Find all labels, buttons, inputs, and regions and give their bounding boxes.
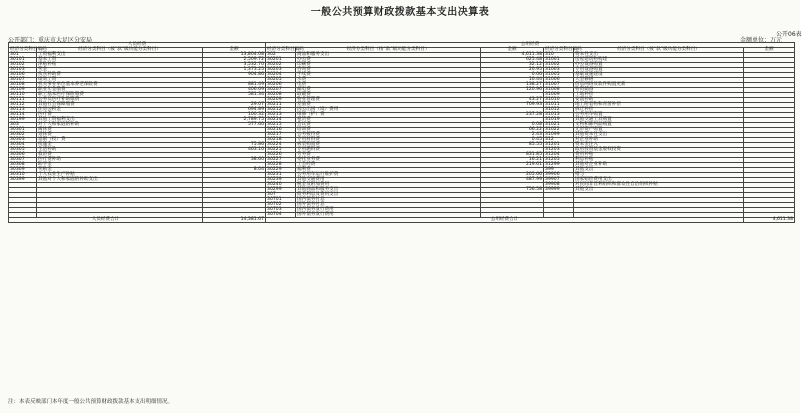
personnel-code-cell: 30114 (9, 113, 37, 118)
public-code-cell: 30203 (266, 68, 296, 73)
total-row (9, 218, 795, 223)
public-name-cell: 福利费 (296, 168, 481, 173)
public-amount-cell: 4,611.38 (481, 53, 544, 58)
capital-name-cell: 拆迁补偿 (574, 108, 744, 113)
public-name-cell: 邮电费 (296, 88, 481, 93)
public-name-cell: 被装购置费 (296, 143, 481, 148)
capital-name-cell: 安置补助 (574, 98, 744, 103)
public-amount-cell: 487.99 (481, 178, 544, 183)
capital-code-cell: 31022 (544, 128, 574, 133)
public-name-cell: 物业管理费 (296, 98, 481, 103)
public-code-cell: 30208 (266, 93, 296, 98)
public-code-cell: 30205 (266, 78, 296, 83)
personnel-amount-cell: 406.69 (203, 88, 266, 93)
public-code-cell: 30228 (266, 163, 296, 168)
public-amount-cell: 20.95 (481, 68, 544, 73)
public-code-cell: 30214 (266, 118, 296, 123)
public-amount-cell: 16.21 (481, 158, 544, 163)
personnel-name-cell: 助学金 (37, 163, 203, 168)
public-name-cell: 税金及附加费用 (296, 183, 481, 188)
capital-name-cell: 对企业补助 (574, 138, 744, 143)
public-code-cell: 30226 (266, 153, 296, 158)
personnel-name-cell: 公务员医疗补助缴费 (37, 98, 203, 103)
capital-name-cell: 利息补贴 (574, 158, 744, 163)
personnel-code-cell: 30307 (9, 158, 37, 163)
personnel-amount-cell: 904.86 (203, 73, 266, 78)
personnel-name-cell: 生活补助 (37, 148, 203, 153)
public-name-cell: 商品和服务支出 (296, 53, 481, 58)
capital-name-cell: 基础设施建设 (574, 73, 744, 78)
public-code-cell: 30227 (266, 158, 296, 163)
capital-code-cell: 39908 (544, 183, 574, 188)
personnel-name-cell: 机关事业单位基本养老保险费 (37, 83, 203, 88)
capital-code-cell: 31010 (544, 98, 574, 103)
public-amount-cell: 120.96 (481, 88, 544, 93)
personnel-code-cell: 30113 (9, 108, 37, 113)
public-name-cell: 公务接待费 (296, 133, 481, 138)
personnel-code-cell: 30308 (9, 163, 37, 168)
personnel-name-cell: 奖励金 (37, 168, 203, 173)
personnel-code-cell: 30303 (9, 138, 37, 143)
public-code-cell: 30217 (266, 133, 296, 138)
form-code: 公开06表 (776, 31, 802, 38)
public-name-cell: 印刷费 (296, 63, 481, 68)
public-amount-cell: 205.66 (481, 173, 544, 178)
capital-name-cell: 其他交通工具购置 (574, 118, 744, 123)
personnel-code-cell: 30107 (9, 78, 37, 83)
capital-code-cell: 39999 (544, 188, 574, 193)
public-amount-cell: 66.22 (481, 128, 544, 133)
col-amount-header: 金额 (203, 48, 266, 53)
personnel-code-cell: 30112 (9, 103, 37, 108)
personnel-code-cell: 30199 (9, 118, 37, 123)
capital-code-cell: 310 (544, 53, 574, 58)
personnel-code-cell: 301 (9, 53, 37, 58)
personnel-amount-cell: 1,373.25 (203, 68, 266, 73)
personnel-code-cell: 30106 (9, 73, 37, 78)
capital-code-cell: 31011 (544, 103, 574, 108)
public-code-cell: 30213 (266, 113, 296, 118)
capital-code-cell: 31201 (544, 143, 574, 148)
public-name-cell: 劳务费 (296, 153, 481, 158)
personnel-name-cell: 基本工资 (37, 58, 203, 63)
public-code-cell: 307 (266, 193, 296, 198)
capital-name-cell: 公务用车购置 (574, 113, 744, 118)
capital-name-cell: 专用设备购置 (574, 68, 744, 73)
personnel-name-cell: 医疗费补助 (37, 158, 203, 163)
capital-name-cell: 其他支出 (574, 168, 744, 173)
public-amount-cell: 831.85 (481, 153, 544, 158)
capital-name-cell: 大型修缮 (574, 78, 744, 83)
capital-name-cell: 信息网络及软件购置更新 (574, 83, 744, 88)
public-code-cell: 30202 (266, 63, 296, 68)
personnel-code-cell: 30309 (9, 168, 37, 173)
public-code-cell: 30231 (266, 173, 296, 178)
public-code-cell: 30225 (266, 148, 296, 153)
capital-code-cell: 31012 (544, 108, 574, 113)
unit-label: 金额单位：万元 (740, 37, 783, 44)
public-amount-cell: 0.06 (481, 73, 544, 78)
col-amount-header: 金额 (744, 48, 795, 53)
capital-code-cell: 31019 (544, 118, 574, 123)
public-amount-cell: 2.43 (481, 133, 544, 138)
public-name-cell: 委托业务费 (296, 158, 481, 163)
public-name-cell: 手续费 (296, 73, 481, 78)
public-code-cell: 30212 (266, 108, 296, 113)
personnel-name-cell: 救济费 (37, 153, 203, 158)
personnel-name-cell: 伙食补助费 (37, 73, 203, 78)
public-amount-cell: 85.55 (481, 143, 544, 148)
personnel-code-cell: 30102 (9, 63, 37, 68)
public-name-cell: 其他交通费用 (296, 178, 481, 183)
expenditure-table (8, 42, 795, 223)
capital-name-cell: 其他对企业补助 (574, 163, 744, 168)
personnel-amount-cell: 581.34 (203, 93, 266, 98)
personnel-amount-cell: 2,509.72 (203, 58, 266, 63)
personnel-name-cell: 工资福利支出 (37, 53, 203, 58)
personnel-amount-cell: 577.60 (203, 123, 266, 128)
col-code-header: 经济分类科目编码 (545, 47, 582, 52)
capital-name-cell: 资本性支出 (574, 53, 744, 58)
personnel-code-cell: 30111 (9, 98, 37, 103)
capital-code-cell: 31006 (544, 78, 574, 83)
capital-code-cell: 31005 (544, 73, 574, 78)
personnel-code-cell: 30305 (9, 148, 37, 153)
personnel-amount-cell: 3,532.70 (203, 63, 266, 68)
personnel-code-cell: 30109 (9, 88, 37, 93)
department-label: 公开部门：重庆市大足区分安局 (8, 37, 93, 44)
capital-name-cell: 土地补偿 (574, 93, 744, 98)
capital-name-cell: 赠与 (574, 173, 744, 178)
capital-code-cell: 31001 (544, 58, 574, 63)
public-amount-cell: 0.45 (481, 138, 544, 143)
public-name-cell: 会议费 (296, 123, 481, 128)
personnel-amount-cell: 75.86 (203, 143, 266, 148)
personnel-name-cell: 其他社会保障缴费 (37, 103, 203, 108)
footnote: 注：本表反映部门本年度一般公共预算财政拨款基本支出明细情况。 (8, 399, 174, 405)
public-code-cell: 30206 (266, 83, 296, 88)
public-name-cell: 办公费 (296, 58, 481, 63)
public-amount-cell: 10.44 (481, 78, 544, 83)
personnel-name-cell: 其他工资福利支出 (37, 118, 203, 123)
group-public: 公用经费 (266, 43, 795, 48)
personnel-name-cell: 个人农业生产补贴 (37, 173, 203, 178)
personnel-name-cell: 职业年金缴费 (37, 88, 203, 93)
public-name-cell: 国外债务发行费用 (296, 213, 481, 218)
public-amount-cell: 138.27 (481, 83, 544, 88)
public-code-cell: 30702 (266, 203, 296, 208)
public-code-cell: 30215 (266, 123, 296, 128)
personnel-amount-cell: 100.32 (203, 113, 266, 118)
capital-name-cell: 无形资产购置 (574, 128, 744, 133)
capital-code-cell: 31203 (544, 148, 574, 153)
personnel-code-cell: 30101 (9, 58, 37, 63)
public-code-cell: 30299 (266, 188, 296, 193)
personnel-name-cell: 医疗费 (37, 113, 203, 118)
personnel-code-cell: 30310 (9, 173, 37, 178)
personnel-name-cell: 退职（役）费 (37, 138, 203, 143)
col-code-header: 经济分类科目编码 (10, 47, 47, 52)
col-name-header: 经济分类科目（按“款”级功能分类科目） (296, 48, 481, 53)
public-name-cell: 公务用车运行维护费 (296, 173, 481, 178)
capital-code-cell: 31003 (544, 68, 574, 73)
public-name-cell: 专用材料费 (296, 138, 481, 143)
personnel-code-cell: 30110 (9, 93, 37, 98)
public-code-cell: 30209 (266, 98, 296, 103)
personnel-name-cell: 职工基本医疗保险缴费 (37, 93, 203, 98)
capital-name-cell: 办公设备购置 (574, 63, 744, 68)
personnel-name-cell: 离休费 (37, 128, 203, 133)
capital-name-cell: 房屋建筑物购建 (574, 58, 744, 63)
col-name-header: 经济分类科目（按“款”级功能分类科目） (574, 48, 744, 53)
capital-code-cell: 39907 (544, 178, 574, 183)
personnel-amount-cell: 463.10 (203, 148, 266, 153)
public-name-cell: 差旅费 (296, 103, 481, 108)
total-public-value: 4,611.38 (744, 218, 795, 223)
capital-name-cell: 政府投资基金股权投资 (574, 148, 744, 153)
personnel-amount-cell: 38.60 (203, 158, 266, 163)
personnel-amount-cell: 2,789.75 (203, 118, 266, 123)
capital-code-cell: 39906 (544, 173, 574, 178)
personnel-code-cell: 30304 (9, 143, 37, 148)
personnel-amount-cell: 29.07 (203, 103, 266, 108)
capital-code-cell: 31021 (544, 123, 574, 128)
public-name-cell: 水费 (296, 78, 481, 83)
public-name-cell: 国内债务发行费用 (296, 208, 481, 213)
personnel-code-cell: 30103 (9, 68, 37, 73)
capital-name-cell: 费用补贴 (574, 153, 744, 158)
personnel-amount-cell: 13,804.08 (203, 53, 266, 58)
personnel-name-cell: 退休费 (37, 133, 203, 138)
personnel-name-cell: 住房公积金 (37, 108, 203, 113)
public-amount-cell: 43.27 (481, 98, 544, 103)
public-code-cell: 30216 (266, 128, 296, 133)
public-name-cell: 其他商品和服务支出 (296, 188, 481, 193)
capital-code-cell: 31099 (544, 133, 574, 138)
personnel-code-cell: 30306 (9, 153, 37, 158)
capital-name-cell: 资本金注入 (574, 143, 744, 148)
public-name-cell: 咨询费 (296, 68, 481, 73)
capital-name-cell: 物资储备 (574, 88, 744, 93)
personnel-code-cell: 30108 (9, 83, 37, 88)
personnel-code-cell: 303 (9, 123, 37, 128)
col-amount-header: 金额 (481, 48, 544, 53)
public-name-cell: 国内债务付息 (296, 198, 481, 203)
personnel-name-cell: 奖金 (37, 68, 203, 73)
personnel-code-cell: 30399 (9, 178, 37, 183)
public-code-cell: 30204 (266, 73, 296, 78)
capital-code-cell: 31013 (544, 113, 574, 118)
public-code-cell: 30239 (266, 178, 296, 183)
group-personnel: 人员经费 (9, 43, 266, 48)
capital-name-cell: 文物和陈列品购置 (574, 123, 744, 128)
personnel-name-cell: 绩效工资 (37, 78, 203, 83)
public-code-cell: 30207 (266, 88, 296, 93)
capital-code-cell: 31009 (544, 93, 574, 98)
public-code-cell: 30704 (266, 213, 296, 218)
public-name-cell: 工会经费 (296, 163, 481, 168)
column-header-row (9, 48, 795, 53)
public-code-cell: 30229 (266, 168, 296, 173)
public-name-cell: 取暖费 (296, 93, 481, 98)
public-code-cell: 30703 (266, 208, 296, 213)
personnel-code-cell: 30301 (9, 128, 37, 133)
public-code-cell: 30240 (266, 183, 296, 188)
public-code-cell: 302 (266, 53, 296, 58)
personnel-name-cell: 津贴补贴 (37, 63, 203, 68)
public-name-cell: 国外债务付息 (296, 203, 481, 208)
public-name-cell: 债务利息及费用支出 (296, 193, 481, 198)
capital-code-cell: 31299 (544, 163, 574, 168)
col-name-header: 经济分类科目（按“款”级功能分类科目） (37, 48, 203, 53)
total-personnel-label: 人员经费合计 (9, 218, 203, 223)
personnel-name-cell: 其他对个人和家庭的补助支出 (37, 178, 203, 183)
public-amount-cell: 219.61 (481, 163, 544, 168)
total-public-label: 公用经费合计 (266, 218, 744, 223)
capital-code-cell: 31205 (544, 158, 574, 163)
total-personnel-value: 14,381.67 (203, 218, 266, 223)
public-name-cell: 专用燃料费 (296, 148, 481, 153)
public-name-cell: 租赁费 (296, 118, 481, 123)
personnel-amount-cell: 8.04 (203, 168, 266, 173)
public-code-cell: 30218 (266, 138, 296, 143)
public-code-cell: 30701 (266, 198, 296, 203)
public-code-cell: 30211 (266, 103, 296, 108)
capital-name-cell: 国家赔偿费用支出 (574, 178, 744, 183)
public-amount-cell: 756.58 (481, 188, 544, 193)
capital-name-cell: 其他资本性支出 (574, 133, 744, 138)
capital-code-cell: 31007 (544, 83, 574, 88)
public-amount-cell: 0.08 (481, 123, 544, 128)
public-amount-cell: 625.48 (481, 58, 544, 63)
public-amount-cell: 709.93 (481, 103, 544, 108)
public-code-cell: 30201 (266, 58, 296, 63)
report-title: 一般公共预算财政拨款基本支出决算表 (310, 7, 490, 18)
personnel-name-cell: 对个人和家庭的补助 (37, 123, 203, 128)
public-name-cell: 培训费 (296, 128, 481, 133)
capital-name-cell: 地上附着物和青苗补偿 (574, 103, 744, 108)
public-amount-cell: 32.12 (481, 63, 544, 68)
personnel-amount-cell: 881.49 (203, 83, 266, 88)
capital-code-cell: 31008 (544, 88, 574, 93)
public-amount-cell: 237.28 (481, 113, 544, 118)
public-name-cell: 电费 (296, 83, 481, 88)
capital-name-cell: 其他支出 (574, 188, 744, 193)
public-code-cell: 30224 (266, 143, 296, 148)
public-name-cell: 因公出国（境）费用 (296, 108, 481, 113)
capital-code-cell: 399 (544, 168, 574, 173)
capital-code-cell: 31002 (544, 63, 574, 68)
capital-name-cell: 对民间非营利组织和群众性自治组织补贴 (574, 183, 744, 188)
public-name-cell: 维修（护）费 (296, 113, 481, 118)
capital-code-cell: 31204 (544, 153, 574, 158)
personnel-amount-cell: 694.89 (203, 108, 266, 113)
capital-code-cell: 312 (544, 138, 574, 143)
col-code-header: 经济分类科目编码 (267, 47, 304, 52)
personnel-name-cell: 抚恤金 (37, 143, 203, 148)
personnel-code-cell: 30302 (9, 133, 37, 138)
